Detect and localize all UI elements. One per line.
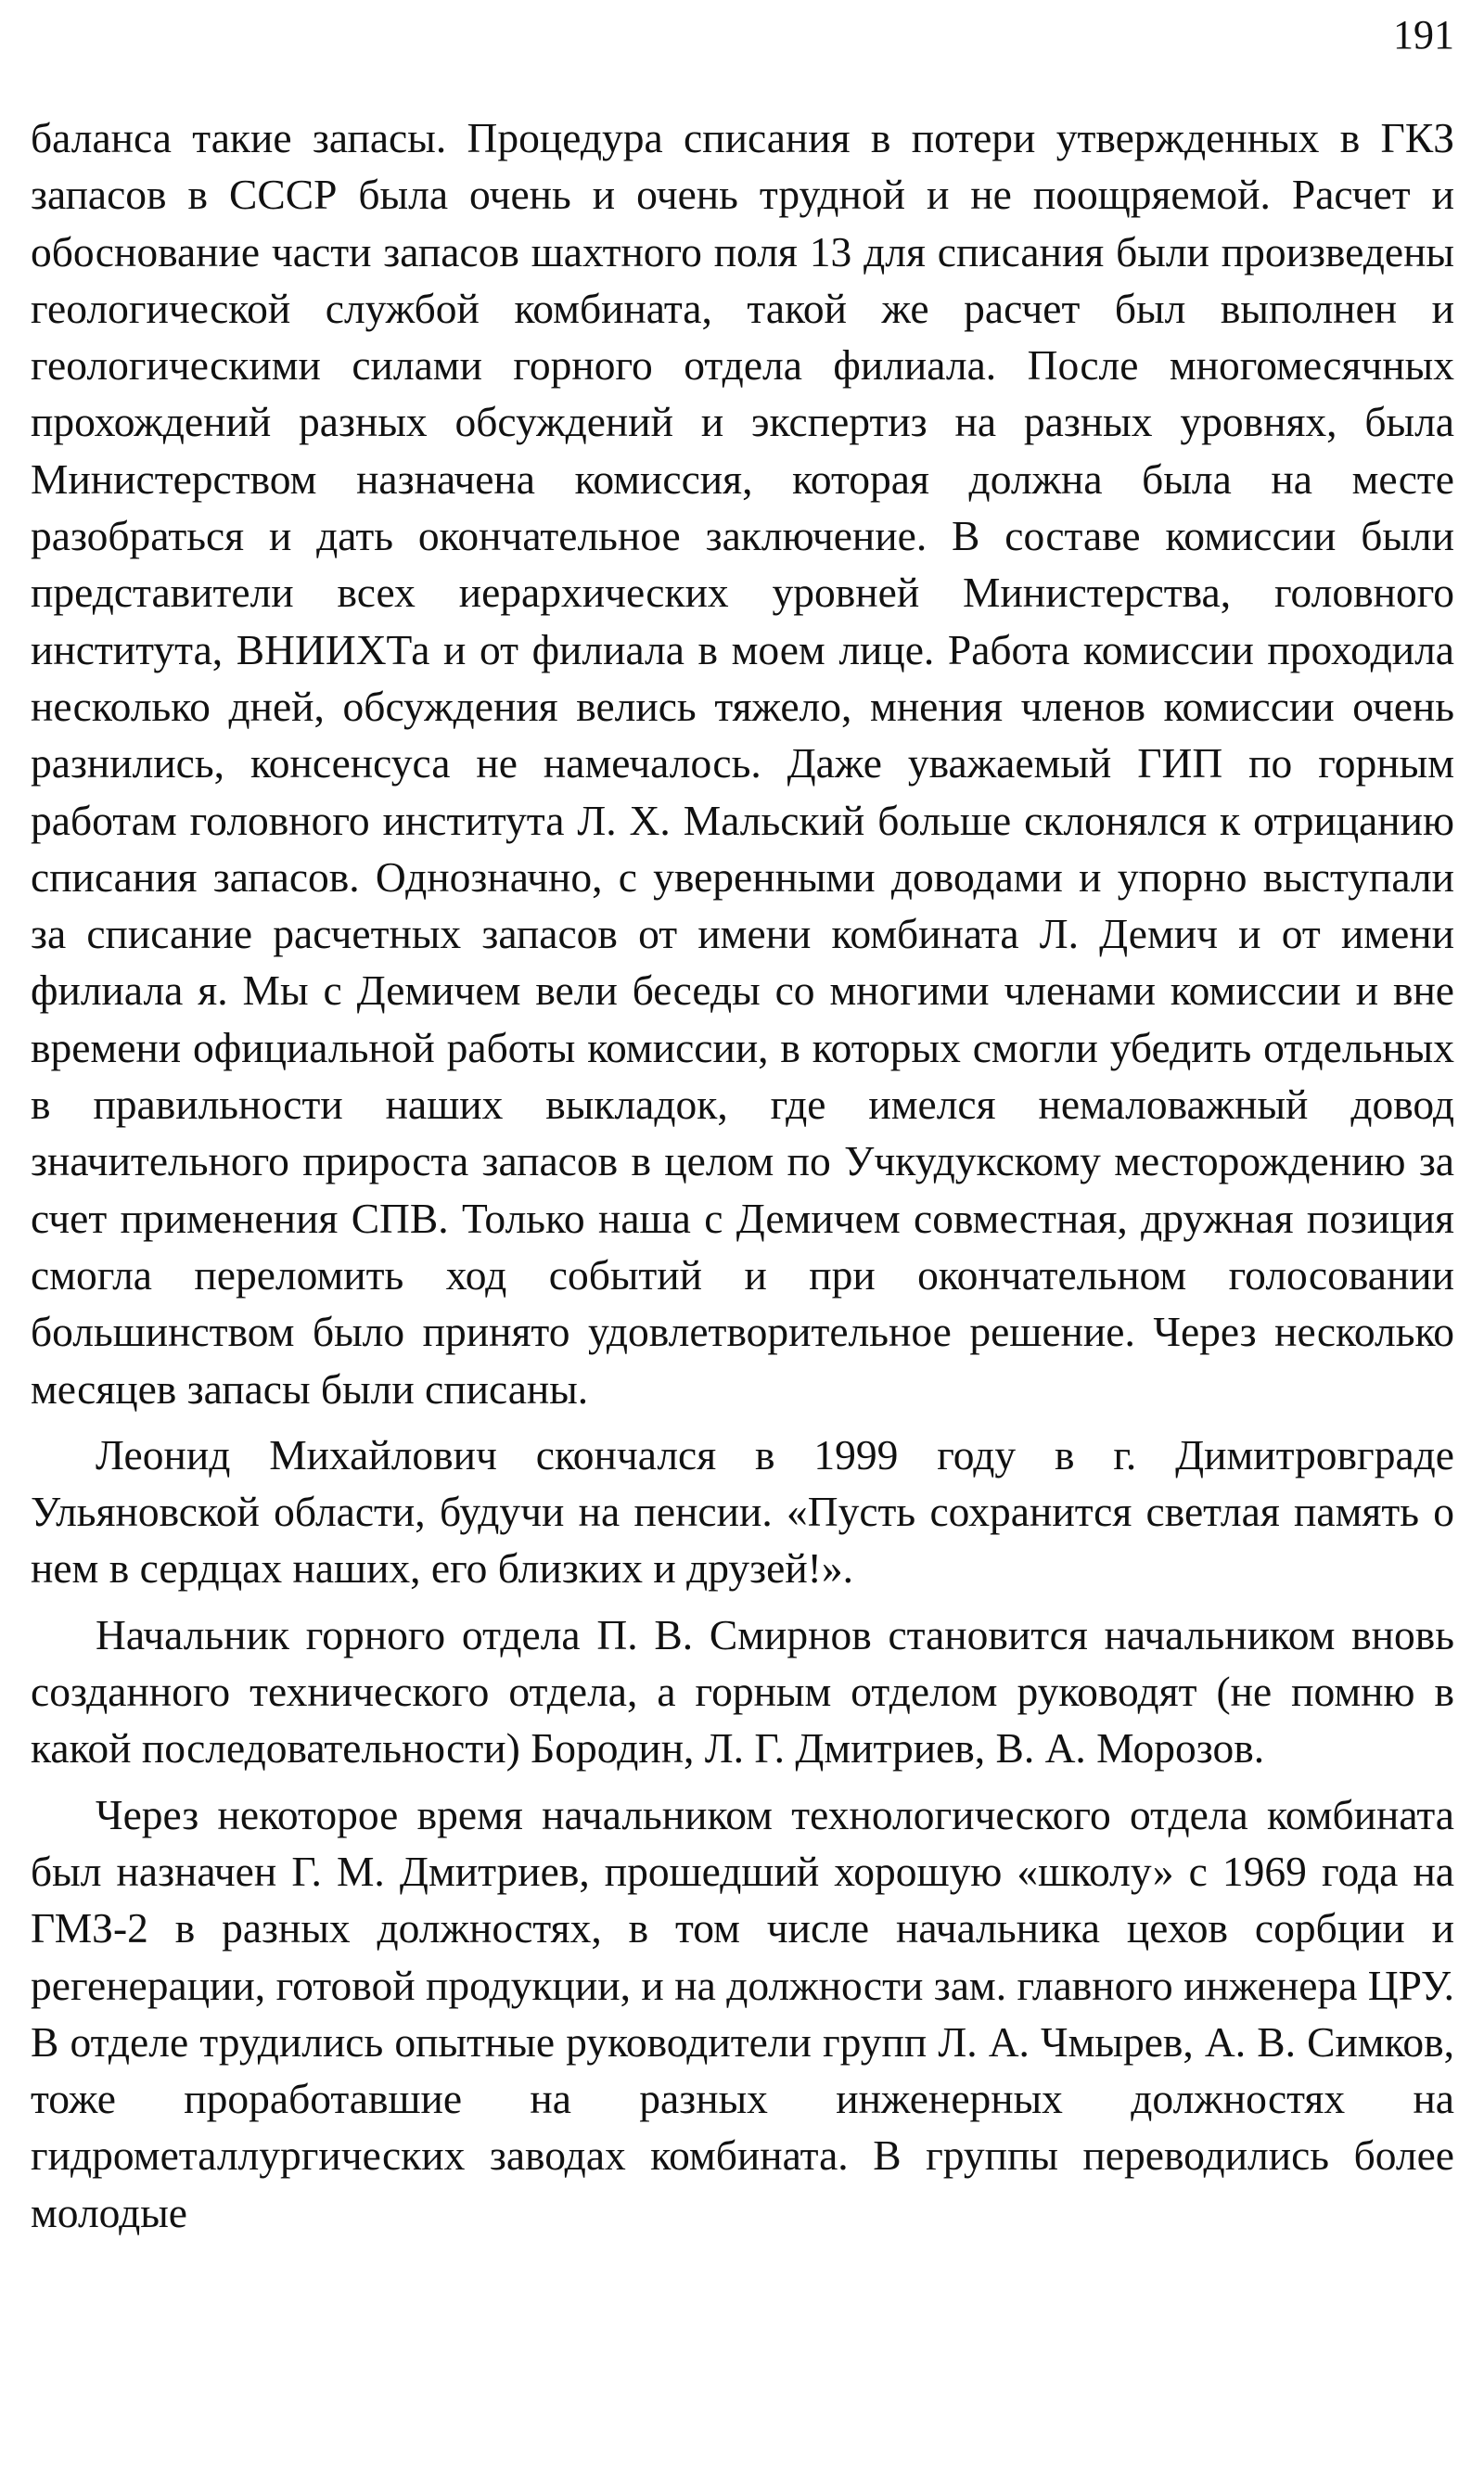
body-text [31,109,1454,2241]
paragraph-2: Леонид Михайлович скончался в 1999 году в г. Димитровграде Ульяновской области, будучи на пенсии. «Пусть сохранится светлая память о нем в сердцах наших, его близких и друзей!». [31,1430,1454,1593]
paragraph-1: баланса такие запасы. Процедура списания в потери утвержденных в ГКЗ запасов в СССР была очень и очень трудной и не поощряемой. Расчет и обоснование части запасов шахтного поля 13 для списания были произведены геологической службой комбината, такой же расчет был выполнен и геологическими силами горного отдела филиала. После многомесячных прохождений разных обсуждений и экспертиз на разных уровнях, была Министерством назначена комиссия, которая должна была на месте разобраться и дать окончательное заключение. В составе комиссии были представители всех иерархических уровней Министерства, головного института, ВНИИХТа и от филиала в моем лице. Работа комиссии проходила несколько дней, обсуждения велись тяжело, мнения членов комиссии очень разнились, консенсуса не намечалось. Даже уважаемый ГИП по горным работам головного института Л. Х. Мальский больше склонялся к отрицанию списания запасов. Однозначно, с уверенными доводами и упорно выступали за списание расчетных запасов от имени комбината Л. Демич и от имени филиала я. Мы с Демичем вели беседы со многими членами комиссии и вне времени официальной работы комиссии, в которых смогли убедить отдельных в правильности наших выкладок, где имелся немаловажный довод значительного прироста запасов в целом по Учкудукскому месторождению за счет применения СПВ. Только наша с Демичем совместная, дружная позиция смогла переломить ход событий и при окончательном голосовании большинством было принято удовлетворительное решение. Через несколько месяцев запасы были списаны. [31,114,1454,1413]
paragraph-4: Через некоторое время начальником технологического отдела комбината был назначен Г. М. Дмитриев, прошедший хорошую «школу» с 1969 года на ГМЗ-2 в разных должностях, в том числе начальника цехов сорбции и регенерации, готовой продукции, и на должности зам. главного инженера ЦРУ. В отделе трудились опытные руководители групп Л. А. Чмырев, А. В. Симков, тоже проработавшие на разных инженерных должностях на гидрометаллургических заводах комбината. В группы переводились более молодые [31,1790,1454,2236]
paragraph-3: Начальник горного отдела П. В. Смирнов становится начальником вновь созданного технического отдела, а горным отделом руководят (не помню в какой последовательности) Бородин, Л. Г. Дмитриев, В. А. Морозов. [31,1610,1454,1773]
page-number: 191 [1393,12,1454,58]
